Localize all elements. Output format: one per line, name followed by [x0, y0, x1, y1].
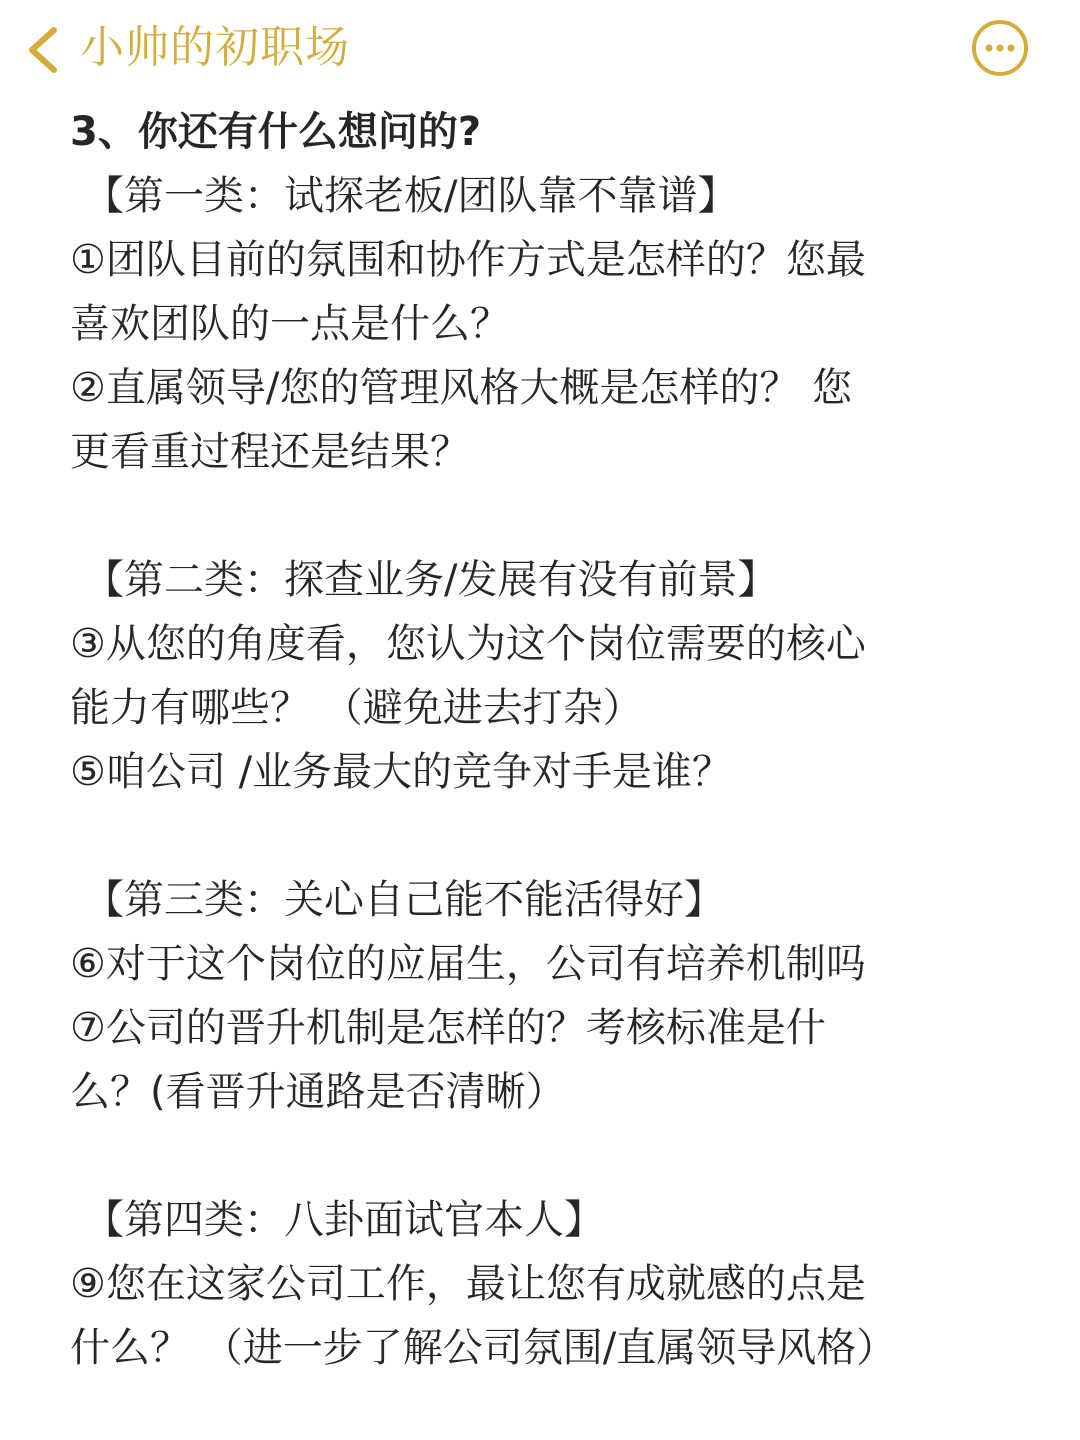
question-line: ③从您的角度看，您认为这个岗位需要的核心	[70, 621, 866, 667]
question-line: 喜欢团队的一点是什么？	[70, 301, 510, 347]
back-button[interactable]	[18, 22, 74, 78]
question-line: 能力有哪些？ （避免进去打杂）	[70, 685, 643, 731]
more-options-button[interactable]	[970, 18, 1030, 78]
question-line: ①团队目前的氛围和协作方式是怎样的？您最	[70, 237, 866, 283]
section-spacer	[70, 1124, 1030, 1188]
category-title-3: 【第三类：关心自己能不能活得好】	[84, 877, 724, 923]
nav-title: 小帅的初职场	[80, 22, 350, 73]
section-spacer	[70, 484, 1030, 548]
section-spacer	[70, 804, 1030, 868]
category-title-1: 【第一类：试探老板/团队靠不靠谱】	[84, 173, 738, 219]
category-title-4: 【第四类：八卦面试官本人】	[84, 1197, 604, 1243]
top-nav-bar	[0, 0, 1080, 100]
question-line: ⑥对于这个岗位的应届生，公司有培养机制吗	[70, 941, 866, 987]
section-heading: 3、你还有什么想问的?	[70, 109, 482, 155]
note-content	[70, 100, 1030, 1380]
question-line: ⑤咱公司 /业务最大的竞争对手是谁？	[70, 749, 733, 795]
chevron-left-icon	[18, 22, 74, 78]
question-line: ⑨您在这家公司工作，最让您有成就感的点是	[70, 1261, 866, 1307]
question-line: ②直属领导/您的管理风格大概是怎样的？ 您	[70, 365, 853, 411]
category-title-2: 【第二类：探查业务/发展有没有前景】	[84, 557, 778, 603]
question-line: 什么？ （进一步了解公司氛围/直属领导风格）	[70, 1325, 897, 1371]
question-line: 更看重过程还是结果？	[70, 429, 470, 475]
question-line: 么？(看晋升通路是否清晰）	[70, 1069, 566, 1115]
question-line: ⑦公司的晋升机制是怎样的？考核标准是什	[70, 1005, 826, 1051]
more-horizontal-circle-icon	[970, 18, 1030, 78]
